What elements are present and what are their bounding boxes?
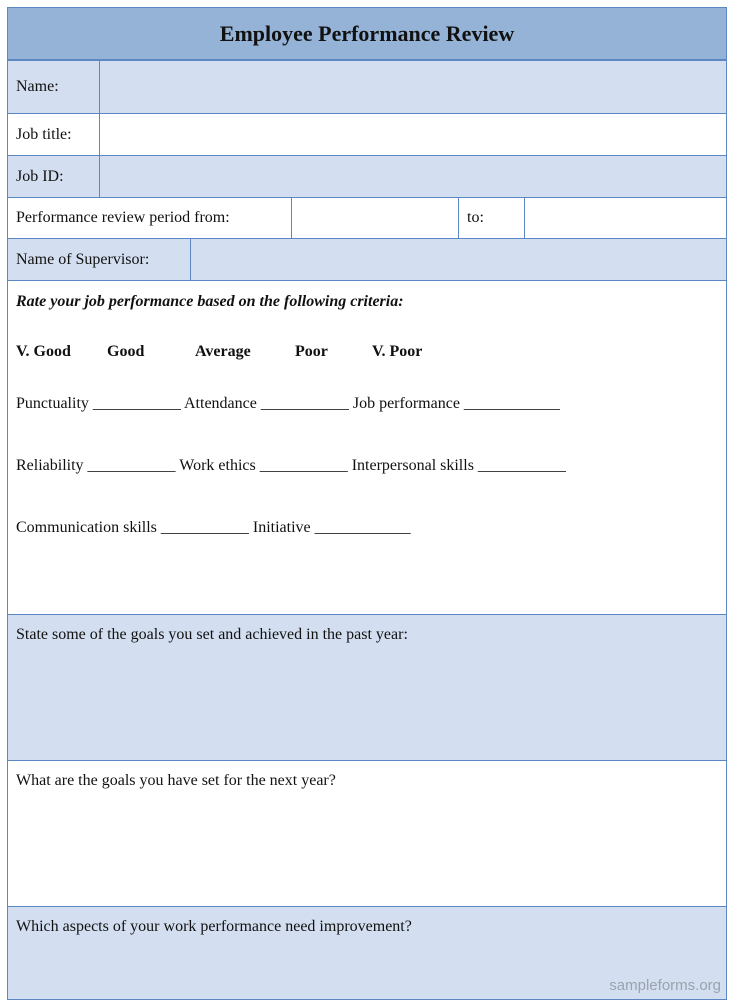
job-title-row — [8, 114, 726, 156]
job-title-label: Job title: — [16, 125, 72, 143]
criteria-section — [8, 281, 726, 615]
scale-good: Good — [107, 343, 145, 360]
period-from-label: Performance review period from: — [16, 209, 230, 226]
job-id-row — [8, 156, 726, 198]
supervisor-label: Name of Supervisor: — [16, 250, 150, 268]
period-from-label-cell — [8, 198, 292, 238]
scale-very-poor: V. Poor — [372, 343, 423, 360]
criteria-line-3[interactable]: Communication skills ___________ Initiative ____________ — [16, 519, 411, 536]
supervisor-field[interactable] — [191, 239, 726, 280]
scale-average: Average — [195, 343, 251, 360]
name-field[interactable] — [100, 61, 726, 113]
period-to-field[interactable] — [525, 198, 726, 238]
past-goals-section[interactable] — [8, 615, 726, 761]
past-goals-question: State some of the goals you set and achieved in the past year: — [16, 626, 408, 643]
improvement-question: Which aspects of your work performance need improvement? — [16, 918, 412, 935]
review-period-row — [8, 198, 726, 239]
supervisor-label-cell — [8, 239, 191, 280]
scale-poor: Poor — [295, 343, 328, 360]
criteria-line-1[interactable]: Punctuality ___________ Attendance ___________ Job performance ____________ — [16, 395, 560, 412]
next-goals-section[interactable] — [8, 761, 726, 907]
job-id-label: Job ID: — [16, 167, 64, 185]
period-to-label-cell — [459, 198, 525, 238]
name-label-cell — [8, 61, 100, 113]
job-id-label-cell — [8, 156, 100, 197]
performance-review-form — [7, 7, 727, 1000]
criteria-heading: Rate your job performance based on the following criteria: — [16, 293, 404, 310]
job-title-label-cell — [8, 114, 100, 155]
form-title: Employee Performance Review — [219, 20, 515, 46]
next-goals-question: What are the goals you have set for the next year? — [16, 772, 336, 789]
job-title-field[interactable] — [100, 114, 726, 155]
supervisor-row — [8, 239, 726, 281]
scale-very-good: V. Good — [16, 343, 71, 360]
name-row — [8, 61, 726, 114]
period-from-field[interactable] — [292, 198, 459, 238]
form-title-bar — [8, 8, 726, 61]
job-id-field[interactable] — [100, 156, 726, 197]
criteria-line-2[interactable]: Reliability ___________ Work ethics ___________ Interpersonal skills ___________ — [16, 457, 566, 474]
watermark: sampleforms.org — [609, 977, 721, 994]
period-to-label: to: — [467, 209, 484, 226]
name-label: Name: — [16, 78, 59, 95]
